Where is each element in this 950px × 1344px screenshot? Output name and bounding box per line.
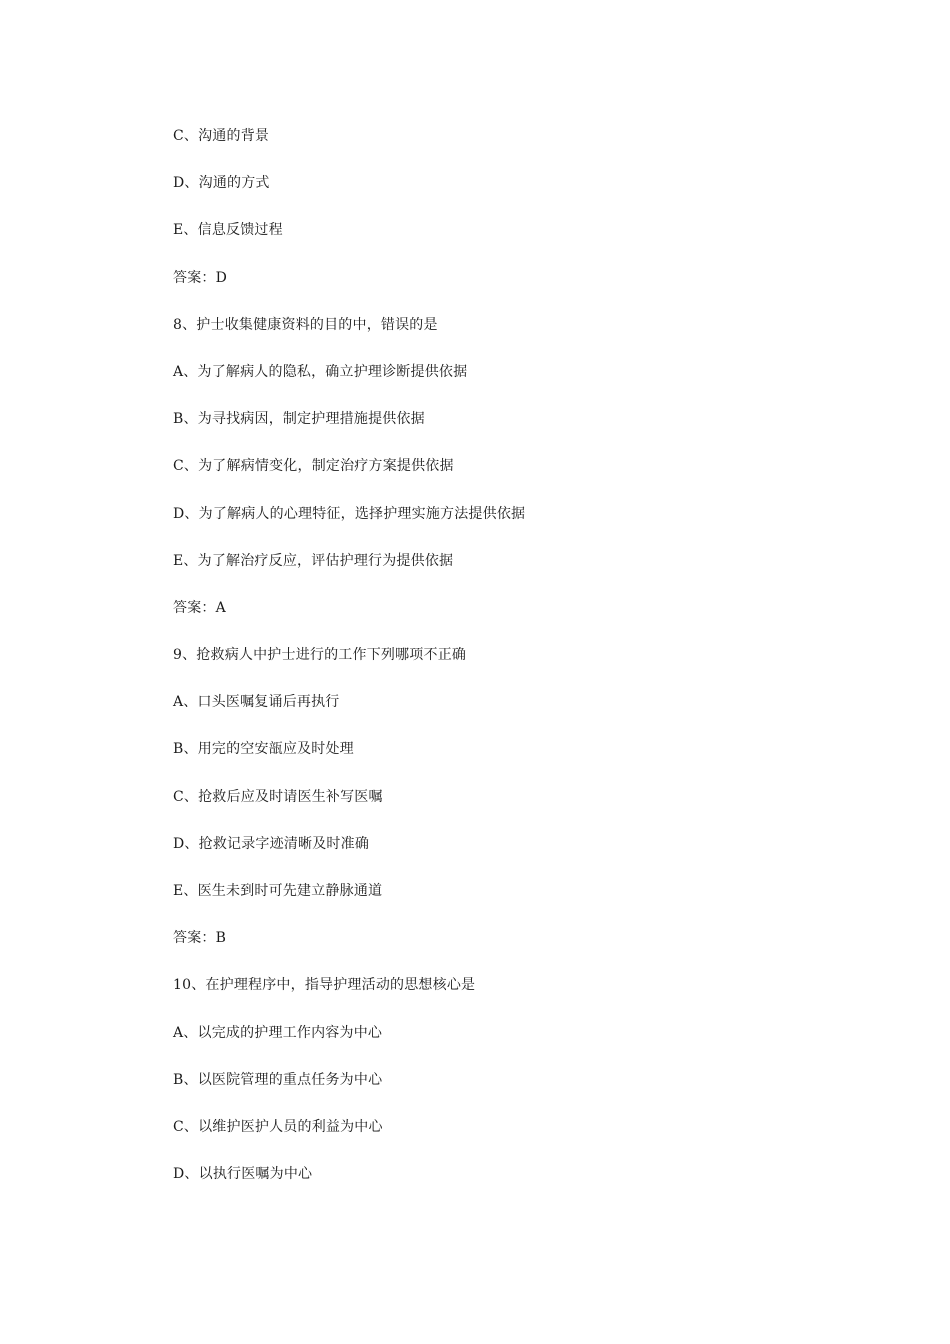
option-line: C、为了解病情变化，制定治疗方案提供依据 — [173, 458, 454, 475]
option-line: B、为寻找病因，制定护理措施提供依据 — [173, 411, 425, 428]
option-line: E、为了解治疗反应，评估护理行为提供依据 — [173, 552, 454, 569]
option-line: D、抢救记录字迹清晰及时准确 — [173, 835, 370, 852]
option-line: C、沟通的背景 — [173, 128, 270, 144]
answer-line: 答案：B — [173, 930, 227, 947]
option-line: D、为了解病人的心理特征，选择护理实施方法提供依据 — [173, 505, 526, 522]
option-line: E、医生未到时可先建立静脉通道 — [173, 883, 383, 899]
option-line: C、以维护医护人员的利益为中心 — [173, 1118, 383, 1135]
option-line: D、沟通的方式 — [173, 175, 270, 192]
option-line: B、用完的空安瓿应及时处理 — [173, 741, 354, 758]
option-line: D、以执行医嘱为中心 — [173, 1166, 313, 1183]
question-line: 9、抢救病人中护士进行的工作下列哪项不正确 — [173, 647, 467, 664]
question-text-block — [173, 124, 873, 1209]
option-line: A、口头医嘱复诵后再执行 — [173, 694, 340, 711]
answer-line: 答案：D — [173, 269, 228, 286]
question-line: 8、护士收集健康资料的目的中，错误的是 — [173, 316, 438, 333]
option-line: C、抢救后应及时请医生补写医嘱 — [173, 788, 383, 805]
answer-line: 答案：A — [173, 599, 226, 616]
option-line: B、以医院管理的重点任务为中心 — [173, 1071, 383, 1088]
option-line: A、以完成的护理工作内容为中心 — [173, 1024, 383, 1041]
option-line: A、为了解病人的隐私，确立护理诊断提供依据 — [173, 363, 468, 380]
question-line: 10、在护理程序中，指导护理活动的思想核心是 — [173, 977, 476, 994]
option-line: E、信息反馈过程 — [173, 222, 283, 239]
